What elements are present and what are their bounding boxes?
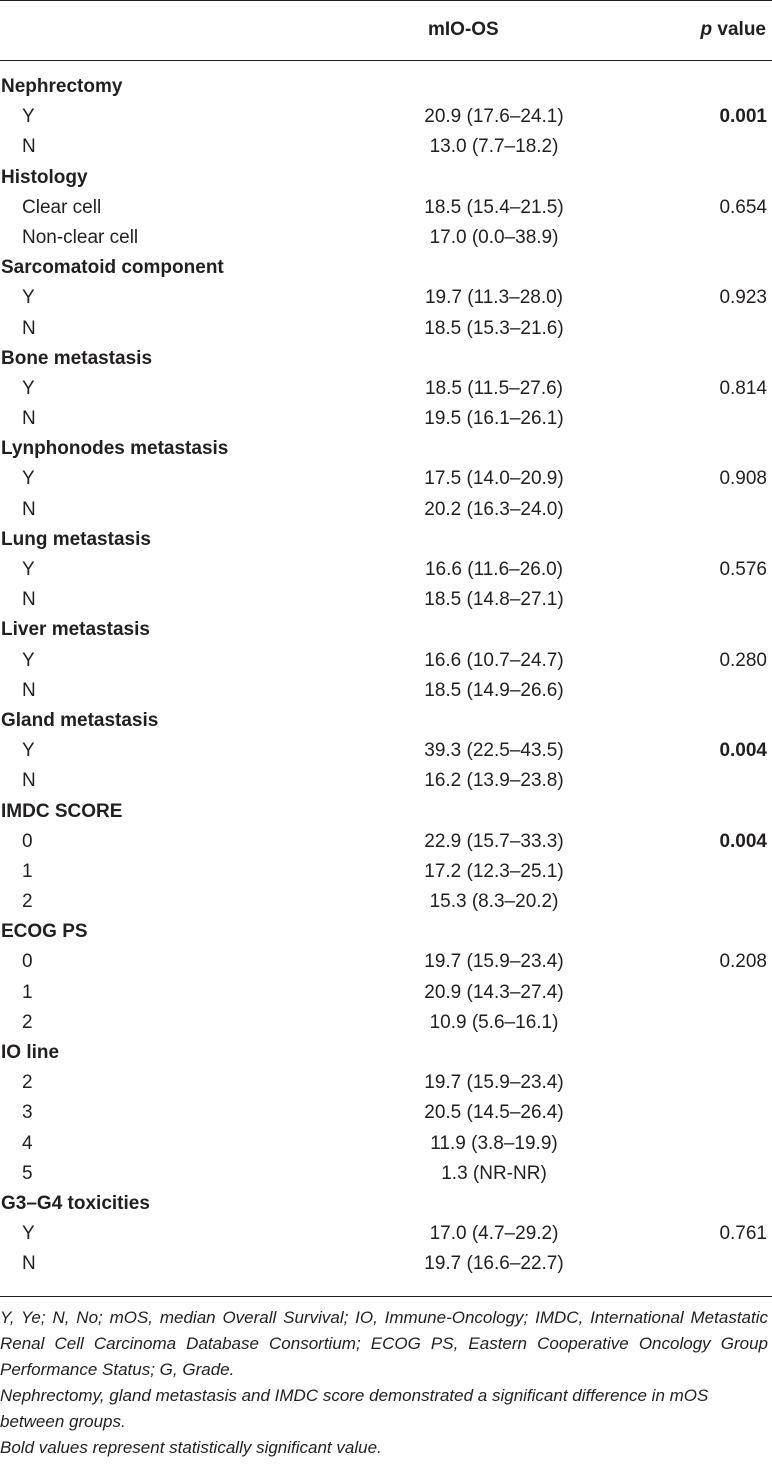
row-label: N bbox=[22, 408, 36, 430]
table-row bbox=[0, 495, 772, 525]
mios-value: 13.0 (7.7–18.2) bbox=[429, 136, 559, 158]
table-row bbox=[0, 132, 772, 162]
group-label: Sarcomatoid component bbox=[1, 257, 224, 279]
mios-value: 11.9 (3.8–19.9) bbox=[430, 1132, 558, 1154]
table-row bbox=[0, 374, 772, 404]
row-label: Y bbox=[22, 559, 35, 580]
table-row bbox=[0, 1098, 772, 1128]
group-row bbox=[0, 163, 772, 193]
column-header-mios: mIO-OS bbox=[428, 19, 499, 40]
table-row bbox=[0, 585, 772, 615]
row-label: Y bbox=[22, 377, 35, 399]
footnote: Y, Ye; N, No; mOS, median Overall Survival; IO, Immune-Oncology; IMDC, International Metastatic Renal Cell Carcinoma Database Consortium; ECOG PS, Eastern Cooperative Oncology Group Performance Status; G, Grade. bbox=[0, 1307, 768, 1379]
row-label: 3 bbox=[22, 1102, 33, 1124]
mios-value: 20.2 (16.3–24.0) bbox=[424, 498, 564, 520]
row-label: Y bbox=[22, 106, 35, 128]
row-label: Y bbox=[22, 740, 35, 762]
row-label: N bbox=[22, 770, 36, 792]
group-row bbox=[0, 525, 772, 555]
mios-value: 22.9 (15.7–33.3) bbox=[424, 830, 564, 852]
mios-value: 18.5 (11.5–27.6) bbox=[424, 377, 564, 399]
group-row bbox=[0, 706, 772, 736]
table-row bbox=[0, 857, 772, 887]
table-row bbox=[0, 314, 772, 344]
p-value: 0.004 bbox=[719, 830, 767, 852]
group-label: Lung metastasis bbox=[1, 528, 151, 550]
table-row bbox=[0, 1068, 772, 1098]
p-value: 0.576 bbox=[719, 559, 767, 580]
table-body bbox=[0, 61, 772, 1280]
mios-value: 18.5 (15.4–21.5) bbox=[424, 196, 564, 218]
table-row bbox=[0, 766, 772, 796]
mios-value: 19.7 (15.9–23.4) bbox=[424, 951, 564, 973]
p-value: 0.761 bbox=[719, 1223, 767, 1245]
p-italic: p bbox=[700, 19, 713, 40]
mios-value: 16.6 (10.7–24.7) bbox=[424, 649, 564, 671]
mios-value: 19.5 (16.1–26.1) bbox=[424, 408, 564, 430]
row-label: 4 bbox=[22, 1132, 33, 1154]
table-row bbox=[0, 827, 772, 857]
row-label: N bbox=[22, 317, 36, 339]
table-row bbox=[0, 193, 772, 223]
mios-value: 17.0 (4.7–29.2) bbox=[429, 1223, 559, 1245]
group-label: Gland metastasis bbox=[1, 709, 159, 731]
row-label: 2 bbox=[22, 891, 33, 913]
row-label: 2 bbox=[22, 1011, 33, 1033]
row-label: Non-clear cell bbox=[22, 226, 139, 248]
table-row bbox=[0, 223, 772, 253]
row-label: N bbox=[22, 136, 36, 158]
group-row bbox=[0, 615, 772, 645]
mios-value: 18.5 (14.9–26.6) bbox=[424, 679, 564, 701]
table-footnotes bbox=[0, 1297, 772, 1461]
column-header-p-value bbox=[701, 18, 766, 42]
group-label: Bone metastasis bbox=[1, 347, 153, 369]
table-row bbox=[0, 555, 772, 585]
group-row bbox=[0, 344, 772, 374]
group-label: Histology bbox=[1, 166, 88, 188]
table-row bbox=[0, 102, 772, 132]
mios-value: 20.5 (14.5–26.4) bbox=[424, 1102, 564, 1124]
mios-value: 17.2 (12.3–25.1) bbox=[424, 860, 564, 882]
table-row bbox=[0, 464, 772, 494]
mios-value: 19.7 (16.6–22.7) bbox=[424, 1253, 564, 1275]
row-label: N bbox=[22, 679, 36, 701]
p-value: 0.654 bbox=[719, 196, 767, 218]
mios-value: 16.6 (11.6–26.0) bbox=[424, 559, 564, 580]
group-label: Nephrectomy bbox=[1, 76, 123, 97]
p-value: 0.001 bbox=[719, 106, 767, 128]
row-label: Y bbox=[22, 1223, 35, 1245]
group-row bbox=[0, 1038, 772, 1068]
p-value: 0.004 bbox=[719, 740, 767, 762]
group-row bbox=[0, 72, 772, 102]
table-header bbox=[0, 1, 772, 60]
table-row bbox=[0, 283, 772, 313]
table-row bbox=[0, 676, 772, 706]
mios-value: 18.5 (15.3–21.6) bbox=[424, 317, 564, 339]
mios-value: 17.0 (0.0–38.9) bbox=[429, 226, 559, 248]
table-row bbox=[0, 404, 772, 434]
mios-value: 17.5 (14.0–20.9) bbox=[424, 468, 564, 490]
mios-value: 1.3 (NR-NR) bbox=[441, 1162, 547, 1184]
mios-value: 16.2 (13.9–23.8) bbox=[424, 770, 564, 792]
table-row bbox=[0, 1008, 772, 1038]
row-label: N bbox=[22, 498, 36, 520]
mios-value: 19.7 (11.3–28.0) bbox=[424, 287, 564, 309]
table-row bbox=[0, 1219, 772, 1249]
group-label: Liver metastasis bbox=[1, 619, 150, 641]
p-value-suffix: value bbox=[712, 19, 766, 40]
table-row bbox=[0, 1129, 772, 1159]
group-row bbox=[0, 253, 772, 283]
row-label: 0 bbox=[22, 951, 33, 973]
row-label: Y bbox=[22, 649, 35, 671]
group-row bbox=[0, 917, 772, 947]
p-value: 0.814 bbox=[719, 377, 767, 399]
group-label: G3–G4 toxicities bbox=[1, 1192, 150, 1214]
table-row bbox=[0, 978, 772, 1008]
mios-value: 20.9 (14.3–27.4) bbox=[424, 981, 564, 1003]
group-label: Lynphonodes metastasis bbox=[1, 438, 229, 460]
mios-value: 10.9 (5.6–16.1) bbox=[429, 1011, 559, 1033]
p-value: 0.280 bbox=[719, 649, 767, 671]
group-label: IO line bbox=[1, 1042, 60, 1063]
row-label: 5 bbox=[22, 1162, 33, 1184]
table-row bbox=[0, 887, 772, 917]
row-label: Y bbox=[22, 468, 35, 490]
group-row bbox=[0, 1189, 772, 1219]
row-label: Clear cell bbox=[22, 196, 102, 218]
mios-value: 18.5 (14.8–27.1) bbox=[424, 589, 564, 611]
footnote: Nephrectomy, gland metastasis and IMDC score demonstrated a significant difference in mOS between groups. bbox=[0, 1385, 709, 1431]
group-row bbox=[0, 797, 772, 827]
table-row bbox=[0, 1159, 772, 1189]
row-label: 1 bbox=[22, 981, 33, 1003]
row-label: N bbox=[22, 589, 36, 611]
group-row bbox=[0, 434, 772, 464]
row-label: Y bbox=[22, 287, 35, 309]
table-row bbox=[0, 1249, 772, 1279]
group-label: ECOG PS bbox=[1, 921, 88, 943]
group-label: IMDC SCORE bbox=[1, 800, 123, 822]
p-value: 0.908 bbox=[719, 468, 767, 490]
row-label: 0 bbox=[22, 830, 33, 852]
table-row bbox=[0, 646, 772, 676]
mios-value: 15.3 (8.3–20.2) bbox=[429, 891, 559, 913]
footnote: Bold values represent statistically significant value. bbox=[0, 1437, 382, 1457]
row-label: 2 bbox=[22, 1072, 33, 1094]
p-value: 0.923 bbox=[719, 287, 767, 309]
mios-value: 20.9 (17.6–24.1) bbox=[424, 106, 564, 128]
p-value: 0.208 bbox=[719, 951, 767, 973]
mios-value: 19.7 (15.9–23.4) bbox=[424, 1072, 564, 1094]
row-label: 1 bbox=[22, 860, 33, 882]
row-label: N bbox=[22, 1253, 36, 1275]
table-row bbox=[0, 947, 772, 977]
table-row bbox=[0, 736, 772, 766]
mios-value: 39.3 (22.5–43.5) bbox=[424, 740, 564, 762]
